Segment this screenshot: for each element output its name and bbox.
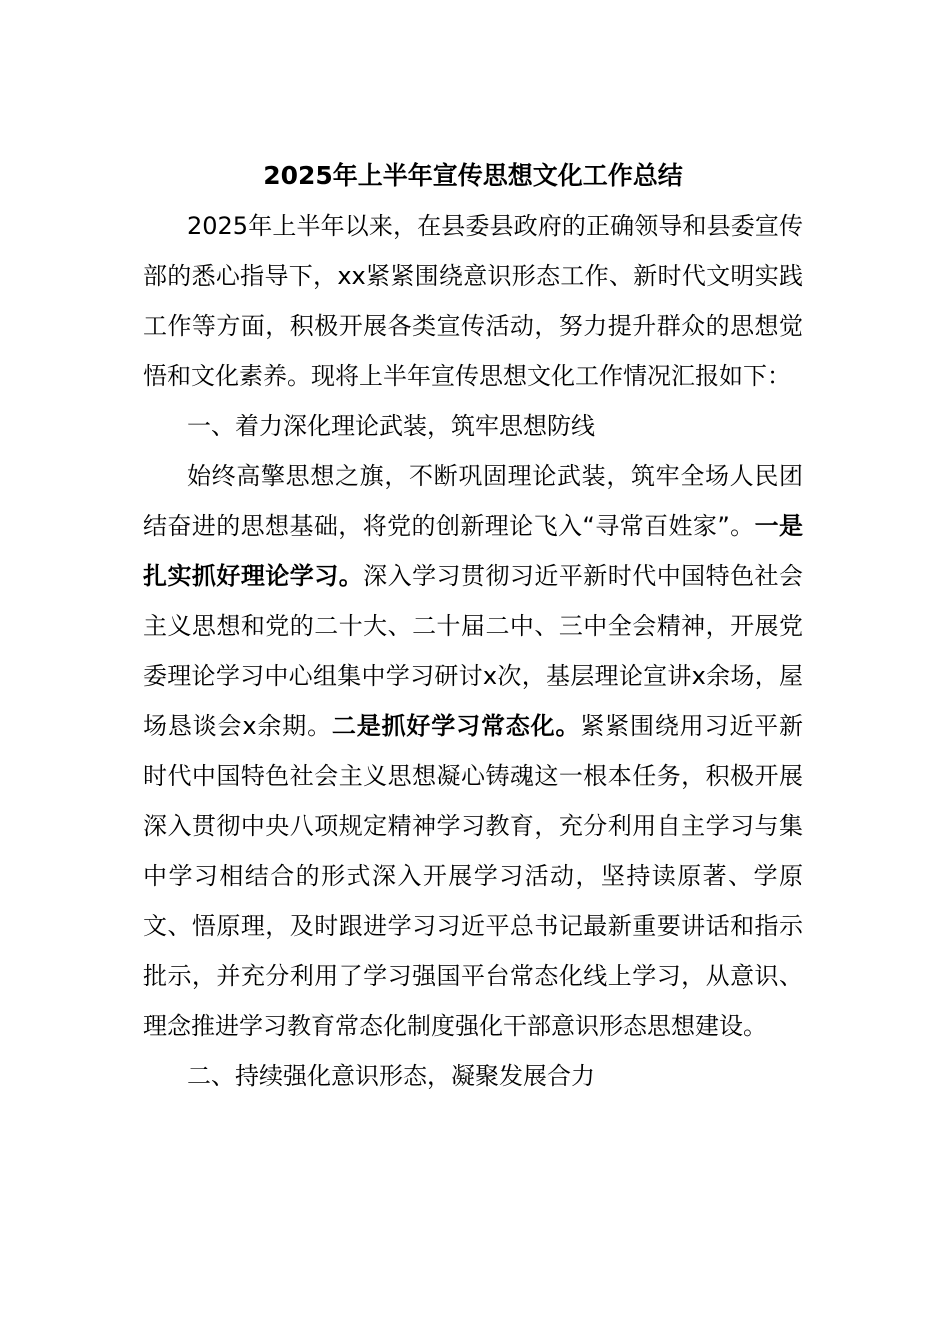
document-body	[143, 155, 803, 1101]
document-title: 2025年上半年宣传思想文化工作总结	[263, 161, 683, 190]
section-1-paragraph	[143, 451, 803, 1051]
point-1-text: 深入学习贯彻习近平新时代中国特色社会主义思想和党的二十大、二十届二中、三中全会精神，开展党委理论学习中心组集中学习研讨x次，基层理论宣讲x余场，屋场恳谈会x余期。	[143, 562, 804, 740]
section-1-heading: 一、着力深化理论武装，筑牢思想防线	[187, 412, 595, 440]
point-2-title: 二是抓好学习常态化。	[331, 712, 581, 740]
point-1-title: 一是扎实抓好理论学习。	[143, 512, 804, 590]
section-2-heading: 二、持续强化意识形态，凝聚发展合力	[187, 1062, 595, 1090]
section-1-lead: 始终高擎思想之旗，不断巩固理论武装，筑牢全场人民团结奋进的思想基础，将党的创新理论飞入“寻常百姓家”。	[143, 462, 803, 540]
point-2-text: 紧紧围绕用习近平新时代中国特色社会主义思想凝心铸魂这一根本任务，积极开展深入贯彻中央八项规定精神学习教育，充分利用自主学习与集中学习相结合的形式深入开展学习活动，坚持读原著、学原文、悟原理，及时跟进学习习近平总书记最新重要讲话和指示批示，并充分利用了学习强国平台常态化线上学习，从意识、理念推进学习教育常态化制度强化干部意识形态思想建设。	[143, 712, 804, 1040]
intro-paragraph: 2025年上半年以来，在县委县政府的正确领导和县委宣传部的悉心指导下，xx紧紧围绕意识形态工作、新时代文明实践工作等方面，积极开展各类宣传活动，努力提升群众的思想觉悟和文化素养。现将上半年宣传思想文化工作情况汇报如下：	[143, 212, 803, 390]
